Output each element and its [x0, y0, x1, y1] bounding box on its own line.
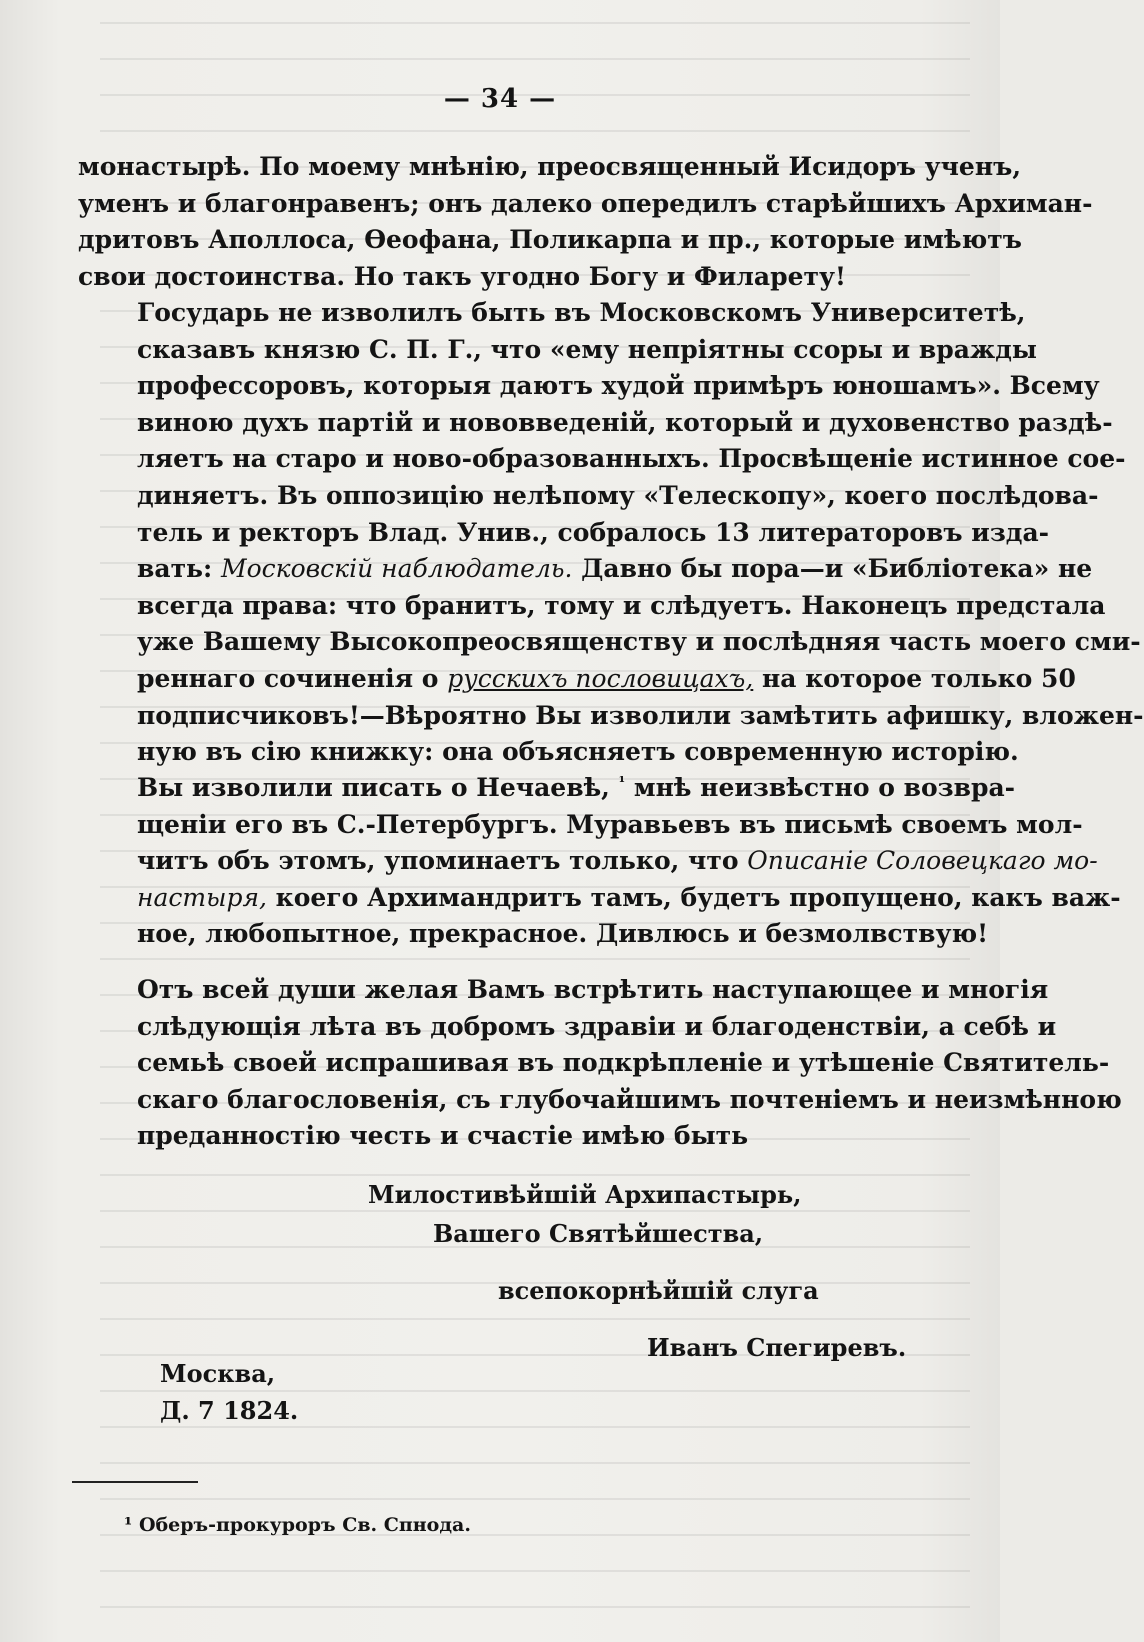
- text-segment: на которое только 50: [762, 663, 1076, 693]
- text-segment: читъ объ этомъ, упоминаетъ только, что: [137, 846, 739, 876]
- text-line: Отъ всей души желая Вамъ встрѣтить наступающее и многія: [137, 975, 1049, 1004]
- page-number: — 34 —: [443, 84, 557, 114]
- text-line: свои достоинства. Но такъ угодно Богу и Филарету!: [78, 261, 846, 291]
- text-line: [78, 764, 1016, 807]
- footnote-reference: ¹: [618, 773, 626, 791]
- text-line: преданностію честь и счастіе имѣю быть: [137, 1121, 749, 1151]
- paragraph-2: [78, 295, 1144, 771]
- closing-title: Вашего Святѣйшества,: [433, 1219, 764, 1248]
- text-line: подписчиковъ!—Вѣроятно Вы изволили замѣтить афишку, вложен-: [137, 700, 1144, 730]
- text-line: ное, любопытное, прекрасное. Дивлюсь и безмолвствую!: [137, 919, 989, 949]
- closing-salutation: Милостивѣйшій Архипастырь,: [368, 1180, 802, 1209]
- text-segment: реннаго сочиненія о: [137, 663, 439, 693]
- text-line: диняетъ. Въ оппозицію нелѣпому «Телескопу», коего послѣдова-: [137, 480, 1099, 510]
- text-line: [78, 843, 1098, 880]
- text-line: монастырѣ. По моему мнѣнію, преосвященный Исидоръ ученъ,: [78, 152, 1022, 181]
- text-line: Государь не изволилъ быть въ Московскомъ Университетѣ,: [137, 298, 1026, 327]
- italic-title-solovetsky-cont: настыря,: [137, 882, 267, 912]
- text-line: скаго благословенія, съ глубочайшимъ почтеніемъ и неизмѣнною: [137, 1084, 1122, 1114]
- footnote-divider: [72, 1481, 198, 1483]
- text-line: уже Вашему Высокопреосвященству и послѣдняя часть моего сми-: [137, 627, 1141, 657]
- italic-title-moskovsky-nablyudatel: Московскій наблюдатель.: [220, 554, 573, 584]
- place: Москва,: [160, 1359, 276, 1388]
- text-segment: Давно бы пора—и «Библіотека» не: [581, 554, 1093, 584]
- text-line: ную въ сію книжку: она объясняетъ современную исторію.: [137, 737, 1019, 767]
- italic-title-solovetsky: Описаніе Соловецкаго мо-: [747, 846, 1098, 876]
- text-line: виною духъ партій и нововведеній, который и духовенство раздѣ-: [137, 407, 1113, 437]
- footnote-mark: ¹: [124, 1514, 133, 1536]
- text-line: ляетъ на старо и ново-образованныхъ. Просвѣщеніе истинное сое-: [137, 444, 1126, 474]
- footnote: [124, 1514, 471, 1536]
- signature: Иванъ Спегиревъ.: [647, 1333, 907, 1362]
- text-line: семьѣ своей испрашивая въ подкрѣпленіе и утѣшеніе Святитель-: [137, 1048, 1110, 1078]
- text-line: всегда права: что бранитъ, тому и слѣдуетъ. Наконецъ предстала: [137, 590, 1106, 620]
- text-segment: коего Архимандритъ тамъ, будетъ пропущено, какъ важ-: [275, 882, 1121, 912]
- date: Д. 7 1824.: [160, 1396, 299, 1425]
- text-line: [78, 551, 1093, 588]
- text-line: уменъ и благонравенъ; онъ далеко опередилъ старѣйшихъ Архиман-: [78, 188, 1093, 218]
- paragraph-4: [78, 972, 1122, 1155]
- text-segment: мнѣ неизвѣстно о возвра-: [633, 773, 1016, 802]
- paragraph-1: [78, 149, 1093, 295]
- text-segment: вать:: [137, 554, 213, 584]
- text-line: сказавъ князю С. П. Г., что «ему непріятны ссоры и вражды: [137, 334, 1037, 364]
- italic-title-russian-proverbs: русскихъ пословицахъ,: [447, 663, 754, 693]
- text-line: [78, 661, 1076, 698]
- text-line: профессоровъ, которыя даютъ худой примѣръ юношамъ». Всему: [137, 371, 1100, 401]
- text-line: слѣдующія лѣта въ добромъ здравіи и благоденствіи, а себѣ и: [137, 1011, 1057, 1041]
- text-segment: Вы изволили писать о Нечаевѣ,: [137, 773, 610, 802]
- text-line: тель и ректоръ Влад. Унив., собралось 13 литераторовъ изда-: [137, 517, 1050, 547]
- paragraph-3: [78, 764, 1121, 953]
- closing-humble: всепокорнѣйшій слуга: [498, 1276, 819, 1305]
- text-line: щеніи его въ С.-Петербургъ. Муравьевъ въ письмѣ своемъ мол-: [137, 809, 1083, 839]
- text-line: [78, 880, 1121, 917]
- footnote-text: Оберъ-прокуроръ Св. Спнода.: [138, 1514, 471, 1536]
- text-line: дритовъ Аполлоса, Ѳеофана, Поликарпа и пр., которые имѣютъ: [78, 225, 1022, 255]
